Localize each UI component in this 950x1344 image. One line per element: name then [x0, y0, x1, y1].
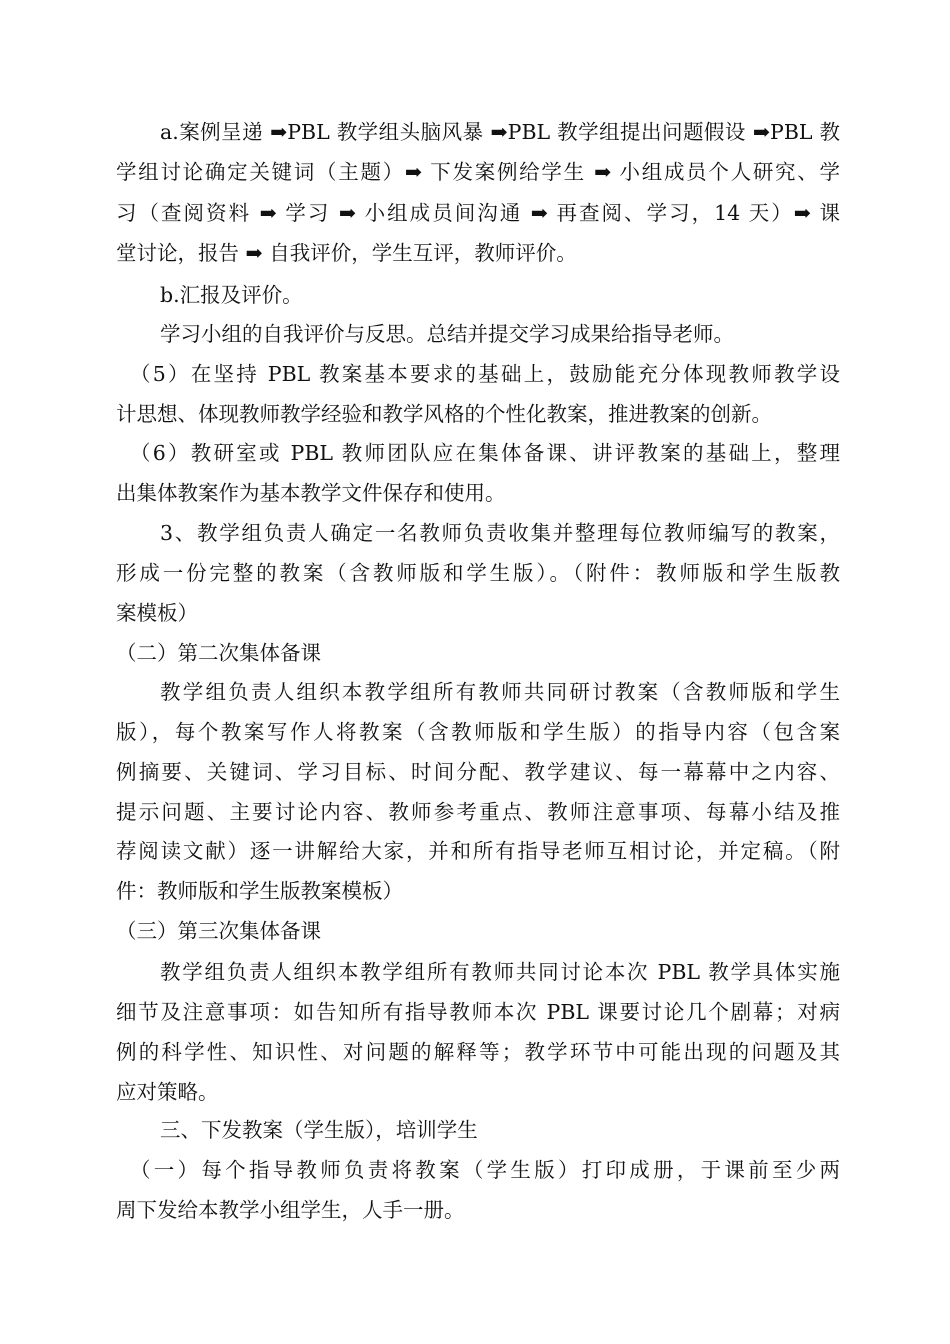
- paragraph-line: 计思想、体现教师教学经验和教学风格的个性化教案，推进教案的创新。: [116, 402, 772, 426]
- paragraph-line: 形成一份完整的教案（含教师版和学生版）。（附件：教师版和学生版教: [116, 561, 840, 585]
- paragraph-line: （一）每个指导教师负责将教案（学生版）打印成册，于课前至少两: [130, 1158, 840, 1182]
- paragraph-line: 周下发给本教学小组学生，人手一册。: [116, 1198, 465, 1222]
- paragraph-line: 堂讨论，报告 ➡ 自我评价，学生互评，教师评价。: [116, 241, 577, 265]
- paragraph-line: 学组讨论确定关键词（主题）➡ 下发案例给学生 ➡ 小组成员个人研究、学: [116, 160, 840, 184]
- paragraph-line: （6）教研室或 PBL 教师团队应在集体备课、讲评教案的基础上，整理: [130, 441, 840, 465]
- paragraph-line: 应对策略。: [116, 1080, 219, 1104]
- paragraph-line: 3、教学组负责人确定一名教师负责收集并整理每位教师编写的教案，: [160, 521, 840, 545]
- paragraph-line: 案模板）: [116, 601, 198, 625]
- paragraph-line: 版），每个教案写作人将教案（含教师版和学生版）的指导内容（包含案: [116, 720, 840, 744]
- paragraph-line: 提示问题、主要讨论内容、教师参考重点、教师注意事项、每幕小结及推: [116, 800, 840, 824]
- section-heading: （二）第二次集体备课: [116, 641, 321, 665]
- paragraph-line: 习（查阅资料 ➡ 学习 ➡ 小组成员间沟通 ➡ 再查阅、学习，14 天）➡ 课: [116, 201, 840, 225]
- paragraph-line: 出集体教案作为基本教学文件保存和使用。: [116, 481, 506, 505]
- paragraph-line: 例摘要、关键词、学习目标、时间分配、教学建议、每一幕幕中之内容、: [116, 760, 840, 784]
- paragraph-line: （5）在坚持 PBL 教案基本要求的基础上，鼓励能充分体现教师教学设: [130, 362, 840, 386]
- paragraph-line: b.汇报及评价。: [160, 283, 303, 307]
- section-heading: （三）第三次集体备课: [116, 919, 321, 943]
- paragraph-line: 学习小组的自我评价与反思。总结并提交学习成果给指导老师。: [160, 322, 734, 346]
- paragraph-line: 件：教师版和学生版教案模板）: [116, 879, 403, 903]
- paragraph-line: 教学组负责人组织本教学组所有教师共同讨论本次 PBL 教学具体实施: [160, 960, 840, 984]
- section-heading: 三、下发教案（学生版），培训学生: [160, 1118, 478, 1142]
- paragraph-line: 教学组负责人组织本教学组所有教师共同研讨教案（含教师版和学生: [160, 680, 840, 704]
- paragraph-line: 例的科学性、知识性、对问题的解释等；教学环节中可能出现的问题及其: [116, 1040, 840, 1064]
- paragraph-line: a.案例呈递 ➡PBL 教学组头脑风暴 ➡PBL 教学组提出问题假设 ➡PBL 教: [160, 120, 840, 144]
- paragraph-line: 荐阅读文献）逐一讲解给大家，并和所有指导老师互相讨论，并定稿。（附: [116, 839, 840, 863]
- paragraph-line: 细节及注意事项：如告知所有指导教师本次 PBL 课要讨论几个剧幕；对病: [116, 1000, 840, 1024]
